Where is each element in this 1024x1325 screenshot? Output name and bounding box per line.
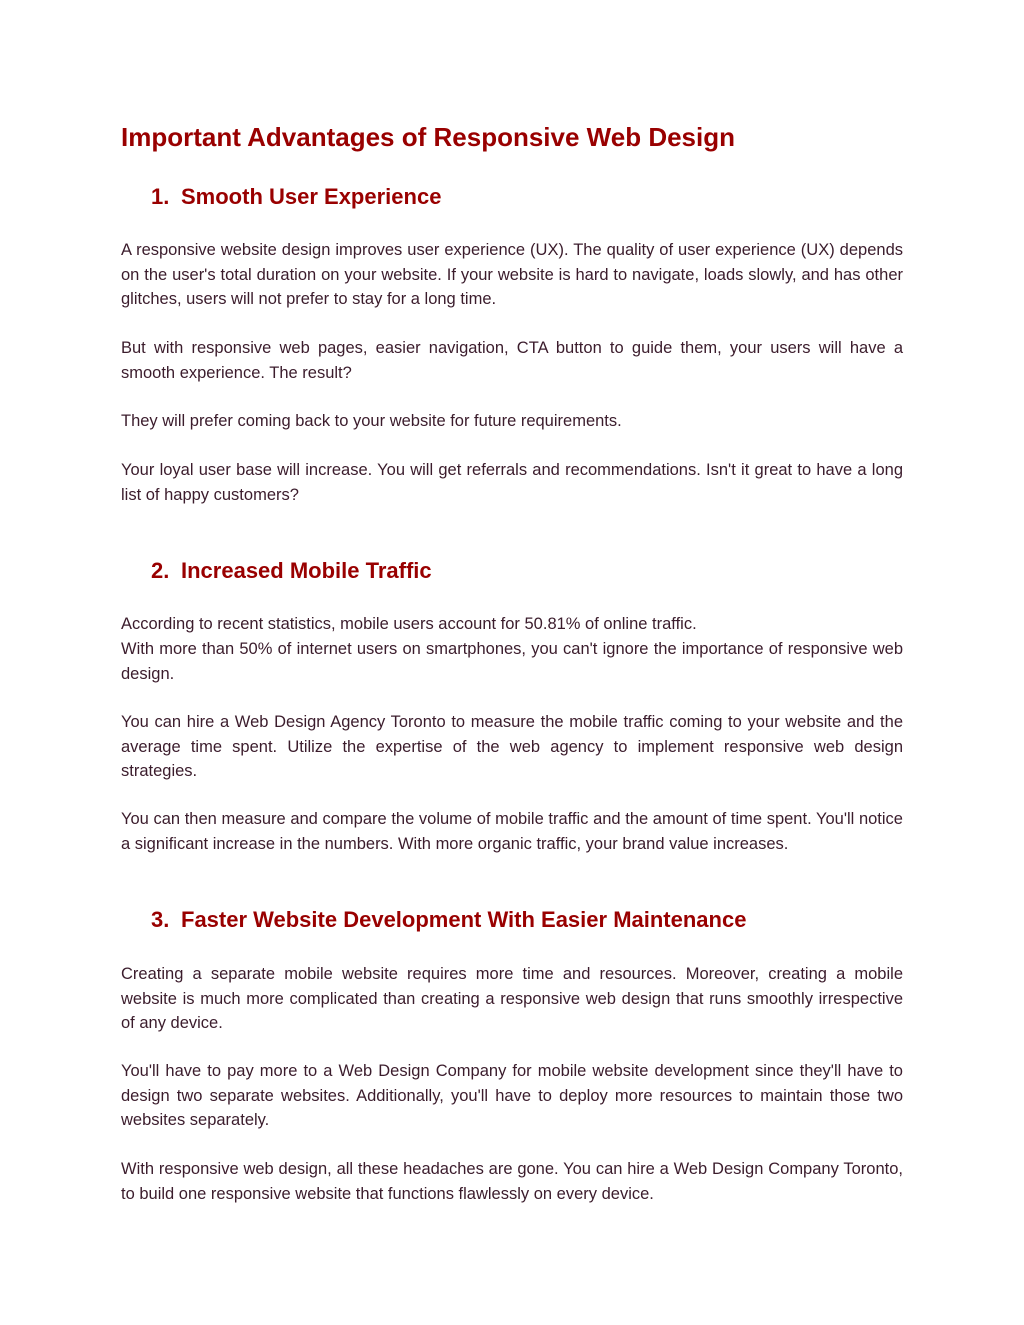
- paragraph: You'll have to pay more to a Web Design Company for mobile website development since they'll have to design two separate websites. Additionally, you'll have to deploy more resources to maintain those two websites separately.: [121, 1062, 903, 1129]
- section-number: 1.: [151, 184, 170, 209]
- paragraph: You can hire a Web Design Agency Toronto to measure the mobile traffic coming to your website and the average time spent. Utilize the expertise of the web agency to implement responsive web design strategies.: [121, 713, 903, 780]
- paragraph: But with responsive web pages, easier navigation, CTA button to guide them, your users will have a smooth experience. The result?: [121, 339, 903, 382]
- paragraph: Creating a separate mobile website requires more time and resources. Moreover, creating a mobile website is much more complicated than creating a responsive web design that runs smoothly irrespective of any device.: [121, 965, 903, 1032]
- section-heading-text: Increased Mobile Traffic: [181, 558, 432, 583]
- paragraph: With responsive web design, all these headaches are gone. You can hire a Web Design Company Toronto, to build one responsive website that functions flawlessly on every device.: [121, 1160, 903, 1203]
- section-number: 2.: [151, 558, 170, 583]
- paragraph: Your loyal user base will increase. You will get referrals and recommendations. Isn't it great to have a long list of happy customers?: [121, 461, 903, 504]
- section-heading-text: Faster Website Development With Easier Maintenance: [181, 907, 747, 932]
- section-heading-text: Smooth User Experience: [181, 184, 442, 209]
- section-heading-increased-mobile-traffic: [151, 556, 432, 586]
- paragraph: You can then measure and compare the volume of mobile traffic and the amount of time spent. You'll notice a significant increase in the numbers. With more organic traffic, your brand value increases.: [121, 810, 903, 853]
- section-number: 3.: [151, 907, 170, 932]
- paragraph: With more than 50% of internet users on smartphones, you can't ignore the importance of responsive web design.: [121, 640, 903, 683]
- paragraph: According to recent statistics, mobile users account for 50.81% of online traffic.: [121, 615, 697, 633]
- paragraph: A responsive website design improves user experience (UX). The quality of user experience (UX) depends on the user's total duration on your website. If your website is hard to navigate, loads slowly, and has other glitches, users will not prefer to stay for a long time.: [121, 241, 903, 308]
- paragraph: They will prefer coming back to your website for future requirements.: [121, 412, 622, 430]
- section-heading-smooth-user-experience: [151, 182, 441, 212]
- page-title: Important Advantages of Responsive Web Design: [121, 122, 735, 152]
- section-heading-faster-website-development: [151, 905, 746, 935]
